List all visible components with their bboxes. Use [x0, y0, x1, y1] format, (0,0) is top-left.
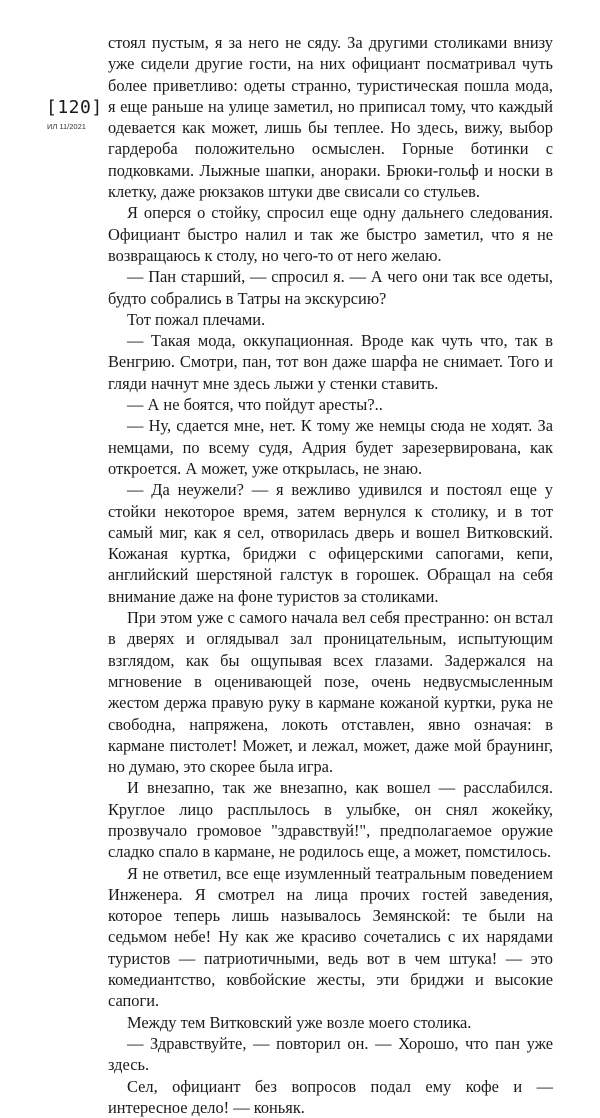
page-number: [120]: [46, 97, 103, 118]
article-text: [108, 32, 553, 1118]
paragraph: Я оперся о стойку, спросил еще одну дальнего следования. Официант быстро налил и так же быстро заметил, что я не возвращаюсь к столу, но чего-то от него желаю.: [108, 203, 553, 265]
paragraph: — Такая мода, оккупационная. Вроде как чуть что, так в Венгрию. Смотри, пан, тот вон даже шарфа не снимает. Того и гляди начнут мне здесь лыжи у стенки ставить.: [108, 331, 553, 393]
paragraph: Я не ответил, все еще изумленный театральным поведением Инженера. Я смотрел на лица прочих гостей заведения, которое теперь лишь называлось Земянской: те были на седьмом небе! Ну как же красиво сочетались с их нарядами туристов — патриотичными, ведь вот в чем штука! — это комедиантство, ковбойские жесты, эти бриджи и высокие сапоги.: [108, 863, 553, 1011]
paragraph: При этом уже с самого начала вел себя престранно: он встал в дверях и оглядывал зал проницательным, испытующим взглядом, как бы ощупывая всех глазами. Задержался на мгновение в оценивающей позе, очень недвусмысленным жестом держа правую руку в кармане кожаной куртки, рука не свободна, напряжена, локоть отставлен, явно означая: в кармане пистолет! Может, и лежал, может, даже мой браунинг, но думаю, это скорее была игра.: [108, 608, 553, 777]
paragraph: — Пан старший, — спросил я. — А чего они так все одеты, будто собрались в Татры на экскурсию?: [108, 267, 553, 308]
paragraph: — А не боятся, что пойдут аресты?..: [127, 395, 383, 415]
paragraph: — Ну, сдается мне, нет. К тому же немцы сюда не ходят. За немцами, по всему судя, Адрия будет зарезервирована, как откроется. А может, уже открылась, не знаю.: [108, 416, 553, 478]
paragraph: Тот пожал плечами.: [127, 309, 266, 329]
paragraph: Между тем Витковский уже возле моего столика.: [127, 1012, 472, 1032]
paragraph: стоял пустым, я за него не сяду. За другими столиками внизу уже сидели другие гости, на них официант посматривал чуть более приветливо: одеты странно, туристическая пошла мода, я еще раньше на улице заметил, но приписал тому, что каждый одевается как может, лишь бы теплее. Но здесь, вижу, выбор гардероба положительно осмыслен. Горные ботинки с подковками. Лыжные шапки, анораки. Брюки-гольф и носки в клетку, даже рюкзаков штуки две свисали со стульев.: [108, 33, 553, 202]
paragraph: — Здравствуйте, — повторил он. — Хорошо, что пан уже здесь.: [108, 1033, 553, 1075]
paragraph: Сел, официант без вопросов подал ему кофе и — интересное дело! — коньяк.: [108, 1076, 553, 1117]
journal-issue-label: ИЛ 11/2021: [47, 122, 86, 131]
paragraph: — Да неужели? — я вежливо удивился и постоял еще у стойки некоторое время, затем вернулся к столику, и в тот самый миг, как я сел, отворилась дверь и вошел Витковский. Кожаная куртка, бриджи с офицерскими сапогами, кепи, английский шерстяной галстук в горошек. Обращал на себя внимание даже на фоне туристов за столиками.: [108, 480, 553, 606]
paragraph: И внезапно, так же внезапно, как вошел — расслабился. Круглое лицо расплылось в улыбке, он снял жокейку, прозвучало громовое "здравствуй!", предполагаемое оружие сладко спало в кармане, не родилось еще, а может, помстилось.: [108, 778, 553, 862]
